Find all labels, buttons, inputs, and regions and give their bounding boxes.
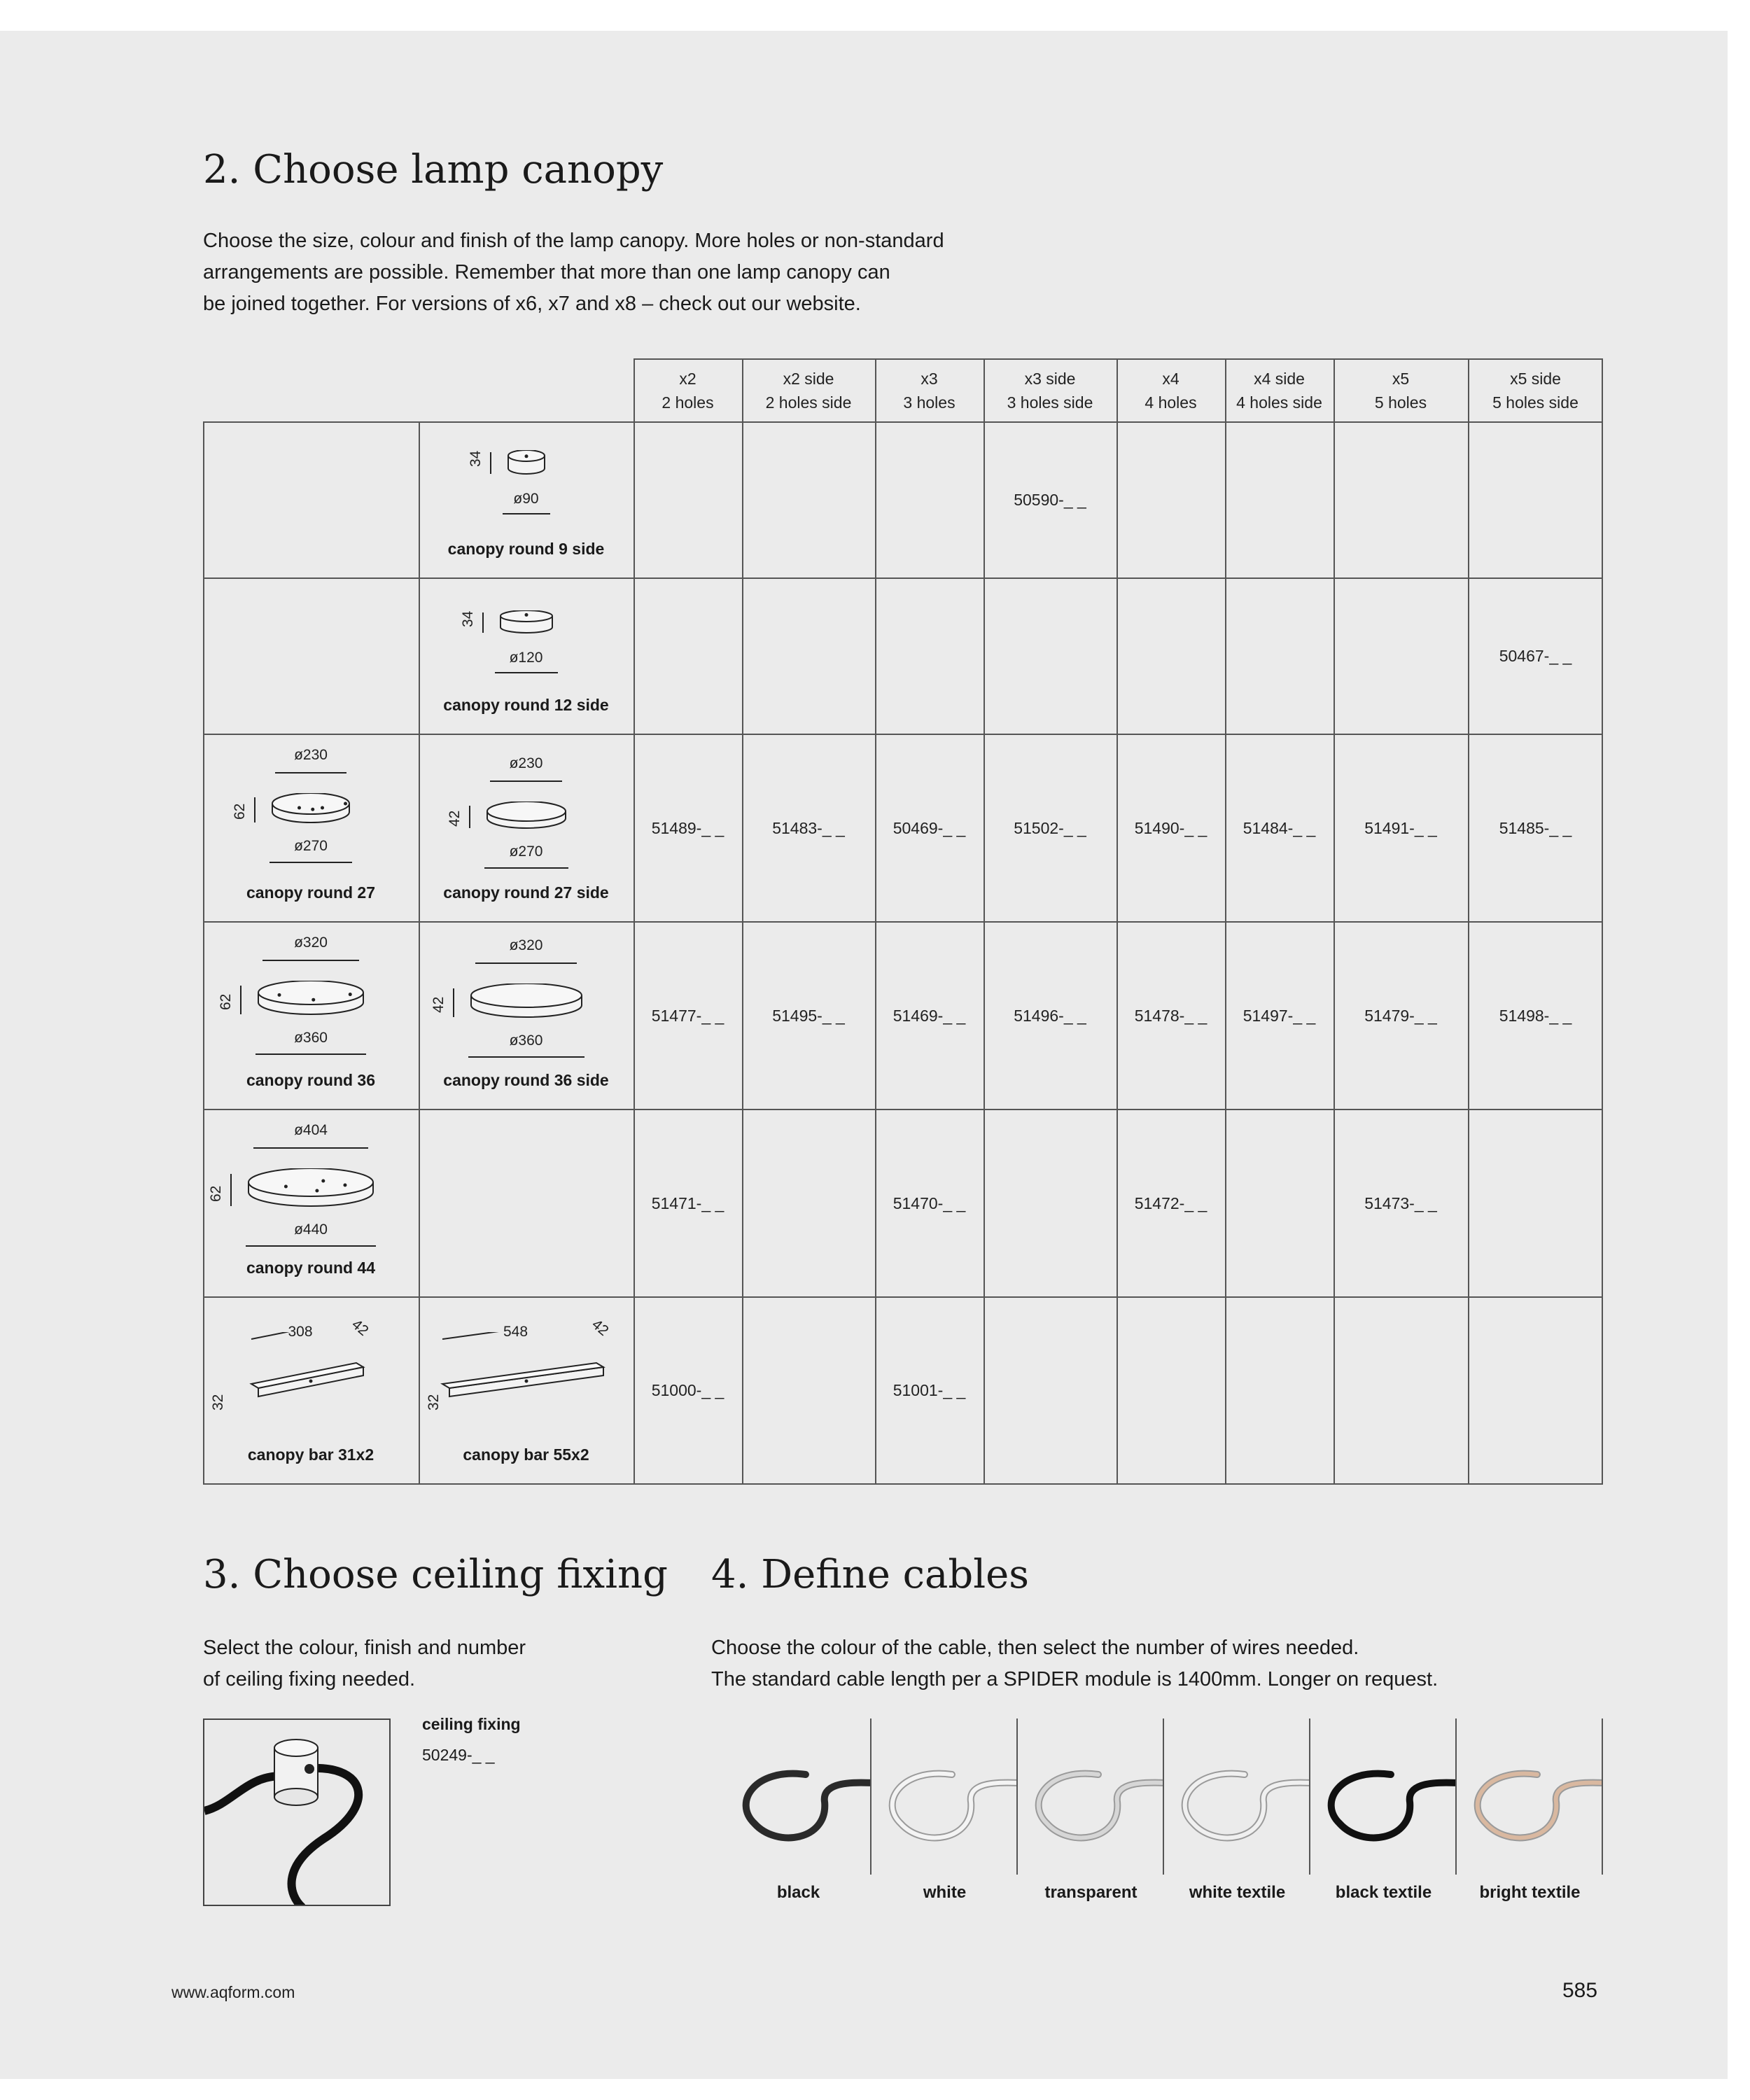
table-rule xyxy=(419,422,420,1484)
dimension-tick xyxy=(490,452,491,474)
product-code: 50469-_ _ xyxy=(892,818,966,837)
dimension-tick xyxy=(469,806,470,828)
height-dimension: 34 xyxy=(459,610,476,627)
ceiling-fixing-illustration xyxy=(203,1718,391,1906)
section-2-title: 2. Choose lamp canopy xyxy=(203,147,664,192)
cable-swatch[interactable] xyxy=(1164,1718,1310,1875)
product-code: 51477-_ _ xyxy=(651,1006,724,1025)
product-code: 50467-_ _ xyxy=(1499,647,1572,665)
dimension-rule xyxy=(270,862,352,863)
canopy-drawing xyxy=(241,1168,380,1217)
product-code: 51484-_ _ xyxy=(1242,818,1316,837)
footer-url: www.aqform.com xyxy=(172,1983,295,2001)
product-code: 51479-_ _ xyxy=(1364,1006,1437,1025)
column-header xyxy=(1225,358,1334,422)
top-diameter-dimension: ø320 xyxy=(294,934,328,951)
canopy-drawing xyxy=(480,802,573,842)
product-code: 51001-_ _ xyxy=(892,1381,966,1399)
product-code: 51489-_ _ xyxy=(651,818,724,837)
column-header-holes: 5 holes side xyxy=(1492,393,1578,412)
dimension-rule xyxy=(468,1056,584,1058)
product-code: 51496-_ _ xyxy=(1014,1006,1086,1025)
product-code: 51478-_ _ xyxy=(1134,1006,1208,1025)
ceiling-fixing-name: ceiling fixing xyxy=(422,1715,521,1733)
product-code: 51495-_ _ xyxy=(772,1006,845,1025)
product-code: 51473-_ _ xyxy=(1364,1194,1437,1212)
diameter-dimension: ø120 xyxy=(509,650,543,666)
column-header-holes: 5 holes xyxy=(1374,393,1427,412)
dimension-rule xyxy=(275,772,346,774)
canopy-name: canopy round 36 side xyxy=(443,1071,609,1089)
section-4-line: The standard cable length per a SPIDER module is 1400mm. Longer on request. xyxy=(711,1668,1438,1690)
section-2-line: arrangements are possible. Remember that more than one lamp canopy can xyxy=(203,261,890,284)
section-2-description xyxy=(203,225,944,320)
column-header-holes: 2 holes side xyxy=(765,393,852,412)
column-header-count: x3 side xyxy=(1024,369,1076,388)
canopy-drawing xyxy=(251,981,370,1026)
column-header xyxy=(875,358,983,422)
canopy-name: canopy round 36 xyxy=(246,1071,376,1089)
cable-loop-icon xyxy=(1164,1718,1310,1875)
canopy-name: canopy bar 55x2 xyxy=(463,1446,589,1464)
top-diameter-dimension: ø320 xyxy=(509,937,543,953)
section-2-line: Choose the size, colour and finish of the lamp canopy. More holes or non-standard xyxy=(203,230,944,252)
product-code: 51000-_ _ xyxy=(651,1381,724,1399)
length-dimension: 308 xyxy=(288,1324,313,1340)
height-dimension: 32 xyxy=(210,1394,226,1410)
bottom-diameter-dimension: ø440 xyxy=(294,1222,328,1238)
canopy-table xyxy=(203,358,1603,1484)
cable-loop-icon xyxy=(1018,1718,1164,1875)
cable-label: transparent xyxy=(1044,1883,1138,1902)
canopy-drawing xyxy=(265,793,356,835)
product-code: 51472-_ _ xyxy=(1134,1194,1208,1212)
width-dimension: 42 xyxy=(588,1316,612,1339)
product-code: 51490-_ _ xyxy=(1134,818,1208,837)
column-header xyxy=(742,358,875,422)
cable-label: white textile xyxy=(1189,1883,1286,1902)
table-rule xyxy=(203,422,204,1484)
diameter-dimension: ø90 xyxy=(513,491,539,507)
bottom-diameter-dimension: ø270 xyxy=(294,838,328,854)
dimension-rule xyxy=(246,1245,376,1247)
dimension-tick xyxy=(230,1174,232,1206)
column-header-holes: 3 holes side xyxy=(1007,393,1093,412)
cable-label: bright textile xyxy=(1479,1883,1581,1902)
product-code: 51502-_ _ xyxy=(1014,818,1086,837)
top-diameter-dimension: ø230 xyxy=(509,755,543,771)
dimension-rule xyxy=(253,1147,368,1149)
section-2-line: be joined together. For versions of x6, x7 and x8 – check out our website. xyxy=(203,293,861,315)
height-dimension: 34 xyxy=(467,450,484,467)
section-3-title: 3. Choose ceiling fixing xyxy=(203,1552,668,1597)
column-header-count: x5 xyxy=(1392,369,1410,388)
bottom-diameter-dimension: ø360 xyxy=(509,1032,543,1049)
column-header xyxy=(983,358,1116,422)
width-dimension: 42 xyxy=(348,1316,372,1339)
column-header-count: x2 xyxy=(679,369,696,388)
cable-swatch[interactable] xyxy=(1310,1718,1457,1875)
cable-swatch[interactable] xyxy=(1457,1718,1603,1875)
table-rule xyxy=(203,578,1603,579)
product-code: 51470-_ _ xyxy=(892,1194,966,1212)
section-3-description xyxy=(203,1632,526,1695)
cable-swatches xyxy=(711,1718,1603,1875)
canopy-name: canopy round 27 xyxy=(246,883,376,902)
cable-swatch[interactable] xyxy=(872,1718,1018,1875)
canopy-bar-drawing xyxy=(244,1332,377,1409)
length-dimension: 548 xyxy=(503,1324,528,1340)
product-code: 51483-_ _ xyxy=(772,818,845,837)
dimension-rule xyxy=(503,513,550,514)
canopy-drawing xyxy=(493,610,559,643)
column-header-count: x4 side xyxy=(1254,369,1305,388)
canopy-bar-drawing xyxy=(435,1332,617,1409)
cable-loop-icon xyxy=(725,1718,872,1875)
column-header-count: x3 xyxy=(920,369,938,388)
cable-loop-icon xyxy=(1457,1718,1603,1875)
dimension-rule xyxy=(484,867,568,869)
cable-label: black textile xyxy=(1335,1883,1432,1902)
product-code: 51485-_ _ xyxy=(1499,818,1572,837)
column-header xyxy=(1116,358,1225,422)
dimension-tick xyxy=(254,797,255,822)
dimension-tick xyxy=(482,612,484,633)
cable-label: white xyxy=(923,1883,967,1902)
cable-loop-icon xyxy=(872,1718,1018,1875)
top-diameter-dimension: ø230 xyxy=(294,747,328,763)
canopy-drawing xyxy=(464,983,589,1028)
canopy-name: canopy bar 31x2 xyxy=(247,1446,374,1464)
section-4-title: 4. Define cables xyxy=(711,1552,1030,1597)
column-header-holes: 3 holes xyxy=(903,393,955,412)
page-number: 585 xyxy=(1562,1979,1598,2002)
height-dimension: 62 xyxy=(208,1185,224,1202)
top-diameter-dimension: ø404 xyxy=(294,1122,328,1138)
bottom-diameter-dimension: ø270 xyxy=(509,844,543,860)
dimension-tick xyxy=(240,986,241,1014)
dimension-rule xyxy=(475,962,577,964)
height-dimension: 42 xyxy=(430,996,447,1013)
canopy-name: canopy round 27 side xyxy=(443,883,609,902)
height-dimension: 32 xyxy=(426,1394,442,1410)
section-3-line: of ceiling fixing needed. xyxy=(203,1668,416,1690)
canopy-drawing xyxy=(501,450,552,482)
column-header xyxy=(634,358,742,422)
height-dimension: 62 xyxy=(218,993,234,1010)
column-header-count: x5 side xyxy=(1510,369,1561,388)
column-header-holes: 4 holes xyxy=(1144,393,1197,412)
cable-swatch[interactable] xyxy=(725,1718,872,1875)
product-code: 51491-_ _ xyxy=(1364,818,1437,837)
height-dimension: 62 xyxy=(232,803,248,820)
column-header-count: x4 xyxy=(1162,369,1180,388)
cable-swatch[interactable] xyxy=(1018,1718,1164,1875)
section-4-description xyxy=(711,1632,1438,1695)
product-code: 51469-_ _ xyxy=(892,1006,966,1025)
dimension-rule xyxy=(255,1054,366,1055)
product-code: 51498-_ _ xyxy=(1499,1006,1572,1025)
column-header-holes: 2 holes xyxy=(662,393,714,412)
section-4-line: Choose the colour of the cable, then select the number of wires needed. xyxy=(711,1637,1359,1659)
bottom-diameter-dimension: ø360 xyxy=(294,1030,328,1046)
canopy-name: canopy round 44 xyxy=(246,1259,376,1277)
ceiling-fixing-code: 50249-_ _ xyxy=(422,1746,495,1764)
product-code: 51497-_ _ xyxy=(1242,1006,1316,1025)
section-3-line: Select the colour, finish and number xyxy=(203,1637,526,1659)
column-header xyxy=(1334,358,1468,422)
column-header xyxy=(1468,358,1603,422)
dimension-rule xyxy=(490,780,562,782)
column-header-holes: 4 holes side xyxy=(1236,393,1322,412)
canopy-name: canopy round 12 side xyxy=(443,696,609,714)
height-dimension: 42 xyxy=(446,810,463,827)
canopy-name: canopy round 9 side xyxy=(447,540,605,558)
dimension-tick xyxy=(453,988,454,1017)
product-code: 51471-_ _ xyxy=(651,1194,724,1212)
dimension-rule xyxy=(495,672,558,673)
column-header-count: x2 side xyxy=(783,369,834,388)
product-code: 50590-_ _ xyxy=(1014,491,1086,509)
cable-label: black xyxy=(776,1883,820,1902)
cable-loop-icon xyxy=(1310,1718,1457,1875)
dimension-rule xyxy=(262,960,359,961)
